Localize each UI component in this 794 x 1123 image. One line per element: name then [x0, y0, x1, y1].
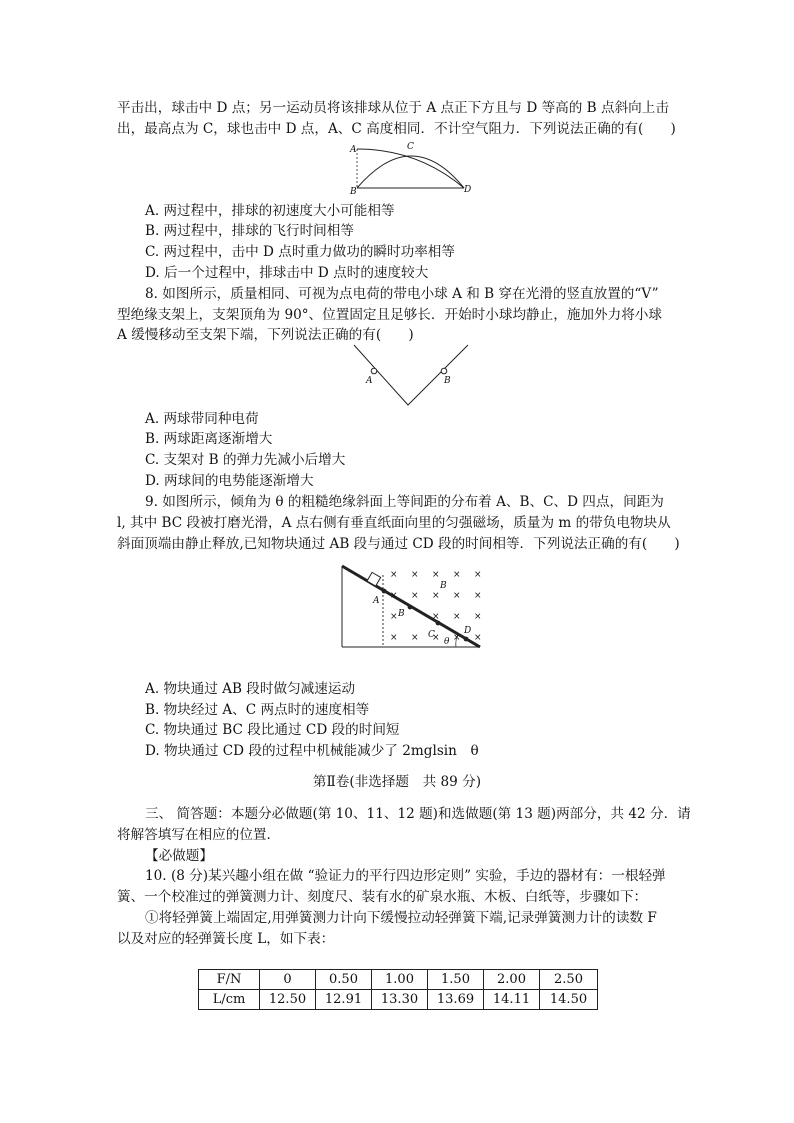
- table-cell: 14.50: [540, 990, 598, 1010]
- q9-cross: ×: [432, 591, 440, 601]
- q9-cross: ×: [474, 633, 482, 643]
- q7-label-b: B: [350, 187, 357, 196]
- q8-text-line3: A 缓慢移动至支架下端，下列说法正确的有( ): [117, 327, 414, 343]
- q9-label-d: D: [464, 626, 472, 636]
- q10-text-line3: ①将轻弹簧上端固定,用弹簧测力计向下缓慢拉动轻弹簧下端,记录弹簧测力计的读数 F: [145, 910, 657, 926]
- table-cell: 2.00: [484, 970, 540, 990]
- q9-label-b-field: B: [440, 581, 447, 591]
- q9-cross: ×: [390, 591, 398, 601]
- q9-cross: ×: [453, 570, 461, 580]
- table-cell: 1.00: [372, 970, 428, 990]
- q9-cross: ×: [390, 612, 398, 622]
- q9-cross: ×: [453, 591, 461, 601]
- q8-option-b: B. 两球距离逐渐增大: [145, 431, 273, 447]
- q7-text-line2: 出，最高点为 C，球也击中 D 点，A、C 高度相同．不计空气阻力．下列说法正确的有( ): [117, 121, 676, 137]
- q9-label-c: C: [428, 630, 435, 640]
- q9-cross: ×: [432, 612, 440, 622]
- q8-option-c: C. 支架对 B 的弹力先减小后增大: [145, 452, 346, 468]
- q8-label-a: A: [366, 376, 373, 386]
- table-cell: 13.30: [372, 990, 428, 1010]
- q10-text-line4: 以及对应的轻弹簧长度 L，如下表：: [117, 931, 335, 947]
- q8-option-a: A. 两球带同种电荷: [145, 411, 259, 427]
- table-header-cell: F/N: [199, 970, 260, 990]
- q9-cross: ×: [390, 633, 398, 643]
- q9-option-c: C. 物块通过 BC 段比通过 CD 段的时间短: [145, 722, 400, 738]
- table-row: [199, 990, 598, 1010]
- required-section-label: 【必做题】: [145, 848, 213, 864]
- q8-label-b: B: [444, 376, 451, 386]
- q9-cross: ×: [411, 591, 419, 601]
- q7-text-line1: 平击出，球击中 D 点；另一运动员将该排球从位于 A 点正下方且与 D 等高的 B 点斜向上击: [117, 100, 669, 116]
- table-cell: 2.50: [540, 970, 598, 990]
- q8-text-line2: 型绝缘支架上，支架顶角为 90°、位置固定且足够长．开始时小球均静止，施加外力将小球: [117, 307, 662, 323]
- q9-option-a: A. 物块通过 AB 段时做匀减速运动: [145, 681, 356, 697]
- q8-text-line1: 8. 如图所示，质量相同、可视为点电荷的带电小球 A 和 B 穿在光滑的竖直放置的“V”: [145, 286, 659, 302]
- table-cell: 12.50: [260, 990, 316, 1010]
- q10-text-line1: 10. (8 分)某兴趣小组在做 “验证力的平行四边形定则” 实验，手边的器材有：一根轻弹: [145, 868, 666, 884]
- part2-heading: 第Ⅱ卷(非选择题 共 89 分): [312, 774, 482, 790]
- q9-cross: ×: [453, 612, 461, 622]
- q7-label-c: C: [407, 142, 414, 152]
- spring-data-table: [198, 969, 598, 1010]
- q9-incline-figure: [340, 563, 490, 650]
- q9-text-line3: 斜面顶端由静止释放,已知物块通过 AB 段与通过 CD 段的时间相等．下列说法正确的有( ): [117, 536, 680, 552]
- q9-cross: ×: [390, 570, 398, 580]
- q9-label-theta: θ: [444, 637, 450, 647]
- q7-option-b: B. 两过程中，排球的飞行时间相等: [145, 223, 354, 239]
- q7-option-c: C. 两过程中，击中 D 点时重力做功的瞬时功率相等: [145, 244, 455, 260]
- q7-option-d: D. 后一个过程中，排球击中 D 点时的速度较大: [145, 265, 429, 281]
- q7-label-d: D: [464, 185, 472, 195]
- q9-cross: ×: [474, 612, 482, 622]
- q8-option-d: D. 两球间的电势能逐渐增大: [145, 473, 314, 489]
- table-cell: 0: [260, 970, 316, 990]
- q9-cross: ×: [474, 591, 482, 601]
- q8-v-support-figure: [352, 343, 478, 409]
- q7-label-a: A: [350, 145, 357, 155]
- q9-cross: ×: [432, 570, 440, 580]
- table-cell: 0.50: [316, 970, 372, 990]
- q9-cross: ×: [453, 633, 461, 643]
- q7-option-a: A. 两过程中，排球的初速度大小可能相等: [145, 203, 395, 219]
- q7-trajectory-figure: [348, 140, 474, 196]
- q9-text-line2: l, 其中 BC 段被打磨光滑，A 点右侧有垂直纸面向里的匀强磁场，质量为 m 的带负电物块从: [117, 515, 671, 531]
- q9-cross: ×: [432, 633, 440, 643]
- q9-option-b: B. 物块经过 A、C 两点时的速度相等: [145, 702, 370, 718]
- table-row: [199, 970, 598, 990]
- q9-cross: ×: [411, 633, 419, 643]
- q9-cross: ×: [411, 570, 419, 580]
- q10-text-line2: 簧、一个校准过的弹簧测力计、刻度尺、装有水的矿泉水瓶、木板、白纸等，步骤如下：: [117, 889, 648, 905]
- q9-option-d: D. 物块通过 CD 段的过程中机械能减少了 2mglsin θ: [145, 743, 479, 759]
- q9-text-line1: 9. 如图所示，倾角为 θ 的粗糙绝缘斜面上等间距的分布着 A、B、C、D 四点，间距为: [145, 494, 664, 510]
- q9-label-a: A: [373, 596, 380, 606]
- part2-instruction-line1: 三、 简答题：本题分必做题(第 10、11、12 题)和选做题(第 13 题)两部分，共 42 分．请: [145, 806, 691, 822]
- table-header-cell: L/cm: [199, 990, 260, 1010]
- table-cell: 1.50: [428, 970, 484, 990]
- part2-instruction-line2: 将解答填写在相应的位置．: [117, 827, 281, 843]
- table-cell: 12.91: [316, 990, 372, 1010]
- table-cell: 13.69: [428, 990, 484, 1010]
- q9-label-b: B: [398, 609, 405, 619]
- table-cell: 14.11: [484, 990, 540, 1010]
- q9-cross: ×: [474, 570, 482, 580]
